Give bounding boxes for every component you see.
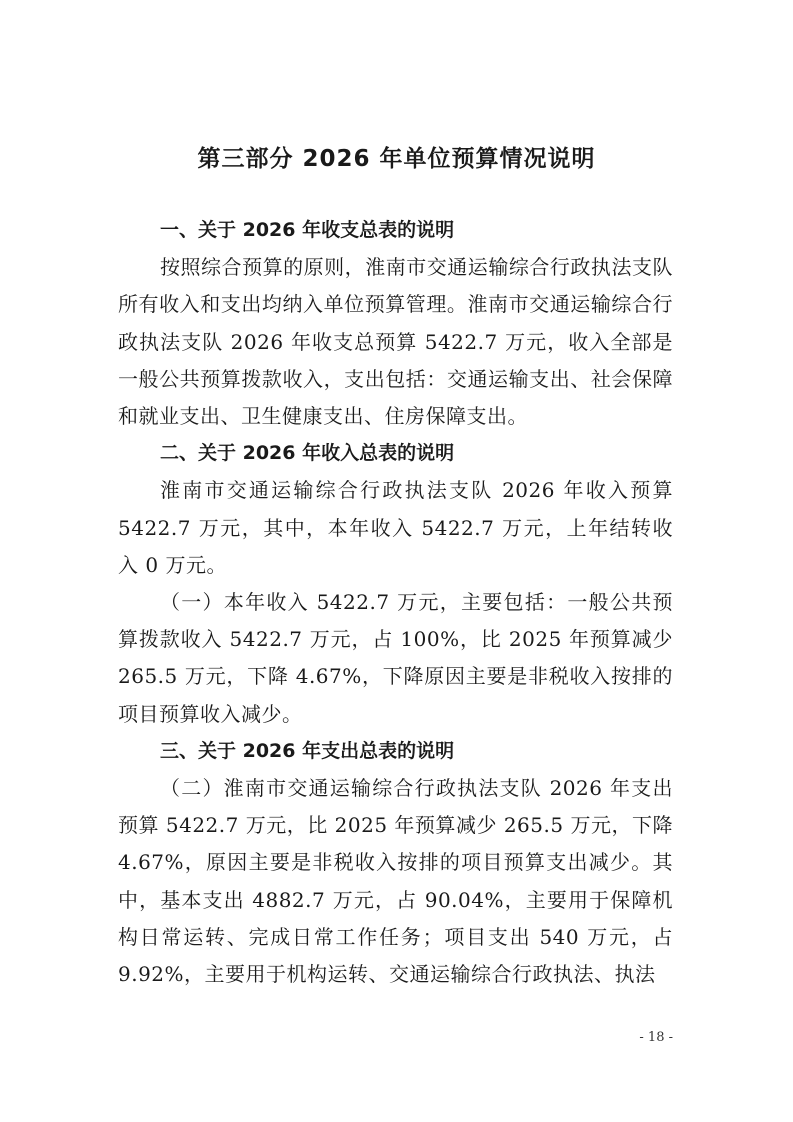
section-heading-1: 一、关于 2026 年收支总表的说明 <box>160 219 455 241</box>
section-heading-3: 三、关于 2026 年支出总表的说明 <box>160 739 455 762</box>
section-2-paragraph-2: （一）本年收入 5422.7 万元，主要包括：一般公共预算拨款收入 5422.7 万元，占 100%，比 2025 年预算减少 265.5 万元，下降 4.67%，下降原因主要是非税收入按排的项目预算收入减少。 <box>118 590 673 726</box>
section-2-paragraph-1: 淮南市交通运输综合行政执法支队 2026 年收入预算 5422.7 万元，其中，本年收入 5422.7 万元，上年结转收入 0 万元。 <box>118 478 673 577</box>
page-number: - 18 - <box>639 1030 673 1045</box>
page-title: 第三部分 2026 年单位预算情况说明 <box>197 146 596 172</box>
document-body <box>118 212 673 993</box>
section-3-paragraph-1: （二）淮南市交通运输综合行政执法支队 2026 年支出预算 5422.7 万元，比 2025 年预算减少 265.5 万元，下降 4.67%，原因主要是非税收入按排的项目预算支出减少。其中，基本支出 4882.7 万元，占 90.04%，主要用于保障机构日常运转、完成日常工作任务；项目支出 540 万元，占 9.92%，主要用于机构运转、交通运输综合行政执法、执法 <box>118 776 673 987</box>
section-heading-2: 二、关于 2026 年收入总表的说明 <box>160 442 455 465</box>
section-1-paragraph-1: 按照综合预算的原则，淮南市交通运输综合行政执法支队所有收入和支出均纳入单位预算管理。淮南市交通运输综合行政执法支队 2026 年收支总预算 5422.7 万元，收入全部是一般公共预算拨款收入，支出包括：交通运输支出、社会保障和就业支出、卫生健康支出、住房保障支出。 <box>118 255 673 428</box>
